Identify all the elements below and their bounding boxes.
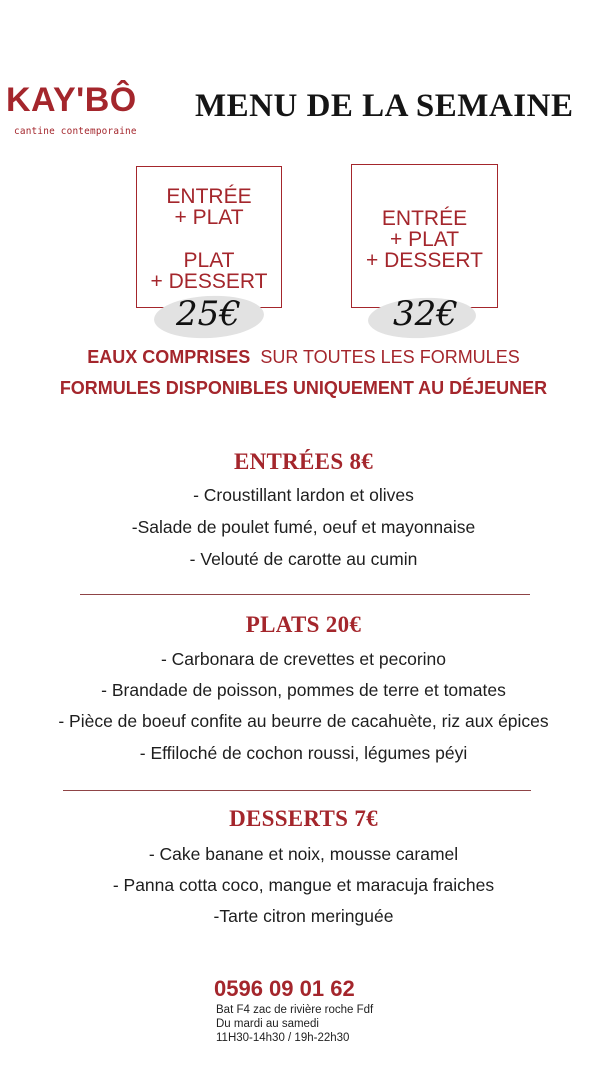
opening-hours: 11H30-14h30 / 19h-22h30 [216,1032,350,1044]
entree-item: - Croustillant lardon et olives [193,485,414,505]
dessert-item: -Tarte citron meringuée [213,906,394,926]
formula-2-line-1: ENTRÉE [381,207,468,230]
address: Bat F4 zac de rivière roche Fdf [216,1004,374,1016]
dessert-item: - Panna cotta coco, mangue et maracuja fraiches [112,875,495,895]
formula-2-line-3: + DESSERT [366,249,483,272]
water-note [0,347,607,368]
plat-item: - Pièce de boeuf confite au beurre de cacahuète, riz aux épices [58,711,549,731]
water-note-rest: SUR TOUTES LES FORMULES [260,347,520,367]
section-title-desserts: DESSERTS 7€ [229,806,378,831]
formula-1-line-3: PLAT [183,249,235,272]
formula-1-line-2: + PLAT [174,206,244,229]
formula-2-price: 32€ [393,294,458,334]
formula-1-price: 25€ [176,294,241,334]
opening-days: Du mardi au samedi [216,1018,319,1030]
water-note-strong: EAUX COMPRISES [87,347,251,367]
section-divider [80,594,530,595]
entree-item: - Velouté de carotte au cumin [189,549,418,569]
plat-item: - Effiloché de cochon roussi, légumes péyi [139,743,468,763]
section-title-plats: PLATS 20€ [245,612,362,637]
brand-tagline: cantine contemporaine [14,126,137,137]
section-title-entrees: ENTRÉES 8€ [233,449,374,474]
formula-1-line-1: ENTRÉE [166,185,252,208]
brand-logo: KAY'BÔ [6,81,137,119]
formula-2-line-2: + PLAT [389,228,460,251]
section-divider [63,790,531,791]
lunch-only-note: FORMULES DISPONIBLES UNIQUEMENT AU DÉJEUNER [59,378,548,398]
page-title: MENU DE LA SEMAINE [195,88,574,124]
plat-item: - Carbonara de crevettes et pecorino [160,649,447,669]
entree-item: -Salade de poulet fumé, oeuf et mayonnaise [131,517,476,537]
plat-item: - Brandade de poisson, pommes de terre et tomates [101,680,506,700]
formula-1-line-4: + DESSERT [150,270,268,293]
phone-number[interactable]: 0596 09 01 62 [214,976,355,1001]
dessert-item: - Cake banane et noix, mousse caramel [148,844,459,864]
